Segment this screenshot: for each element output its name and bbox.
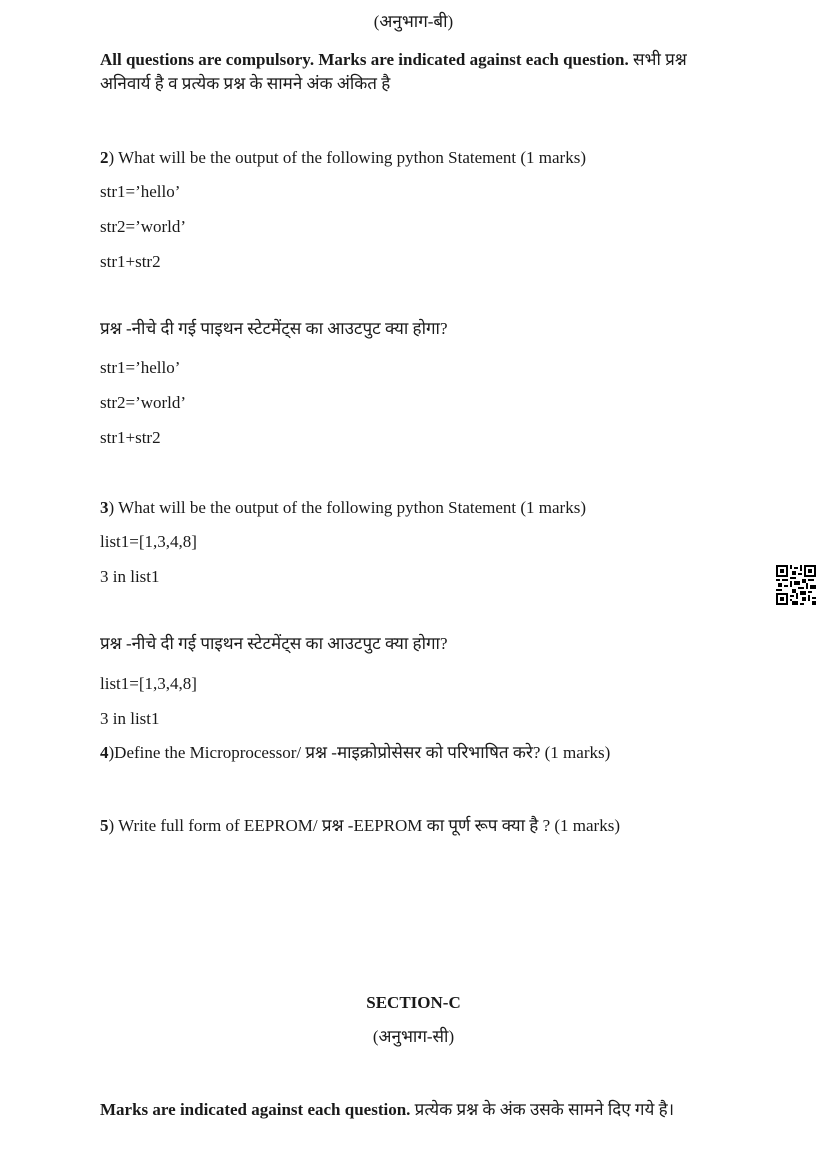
question-3 [100,498,586,518]
question-2 [100,148,586,168]
question-4 [100,743,610,763]
instructions [100,50,687,70]
code-line: list1=[1,3,4,8] [100,532,197,551]
instructions-en: All questions are compulsory. Marks are indicated against each question. [100,50,629,69]
instructions-line-2: अनिवार्य है व प्रत्येक प्रश्न के सामने अंक अंकित है [100,74,391,93]
question-text: )Define the Microprocessor/ प्रश्न -माइक्रोप्रोसेसर को परिभाषित करे? (1 marks) [108,743,611,762]
question-number: 5 [100,816,109,835]
question-5 [100,816,620,836]
code-line: str2=’world’ [100,217,187,236]
question-hindi: प्रश्न -नीचे दी गई पाइथन स्टेटमेंट्स का आउटपुट क्या होगा? [100,634,448,653]
section-c-subtitle: (अनुभाग-सी) [372,1027,455,1046]
question-hindi: प्रश्न -नीचे दी गई पाइथन स्टेटमेंट्स का आउटपुट क्या होगा? [100,319,448,338]
section-b-subtitle: (अनुभाग-बी) [373,12,454,31]
code-line: str1=’hello’ [100,358,181,377]
question-number: 2 [100,148,109,167]
code-line: list1=[1,3,4,8] [100,674,197,693]
section-c-title: SECTION-C [366,993,461,1012]
section-c-instructions-en: Marks are indicated against each question. [100,1100,411,1119]
code-line: str1=’hello’ [100,182,181,201]
section-c-instructions-hi: प्रत्येक प्रश्न के अंक उसके सामने दिए गये है। [410,1100,675,1119]
code-line: str1+str2 [100,252,161,271]
qr-code-icon [776,565,816,605]
code-line: str2=’world’ [100,393,187,412]
question-text: ) What will be the output of the following python Statement (1 marks) [108,498,586,517]
section-c-instructions [100,1100,674,1120]
question-text: ) What will be the output of the following python Statement (1 marks) [108,148,586,167]
code-line: 3 in list1 [100,567,160,586]
question-number: 3 [100,498,109,517]
code-line: 3 in list1 [100,709,160,728]
instructions-hi-1: सभी प्रश्न [628,50,687,69]
question-number: 4 [100,743,109,762]
code-line: str1+str2 [100,428,161,447]
question-text: ) Write full form of EEPROM/ प्रश्न -EEPROM का पूर्ण रूप क्या है ? (1 marks) [108,816,620,835]
